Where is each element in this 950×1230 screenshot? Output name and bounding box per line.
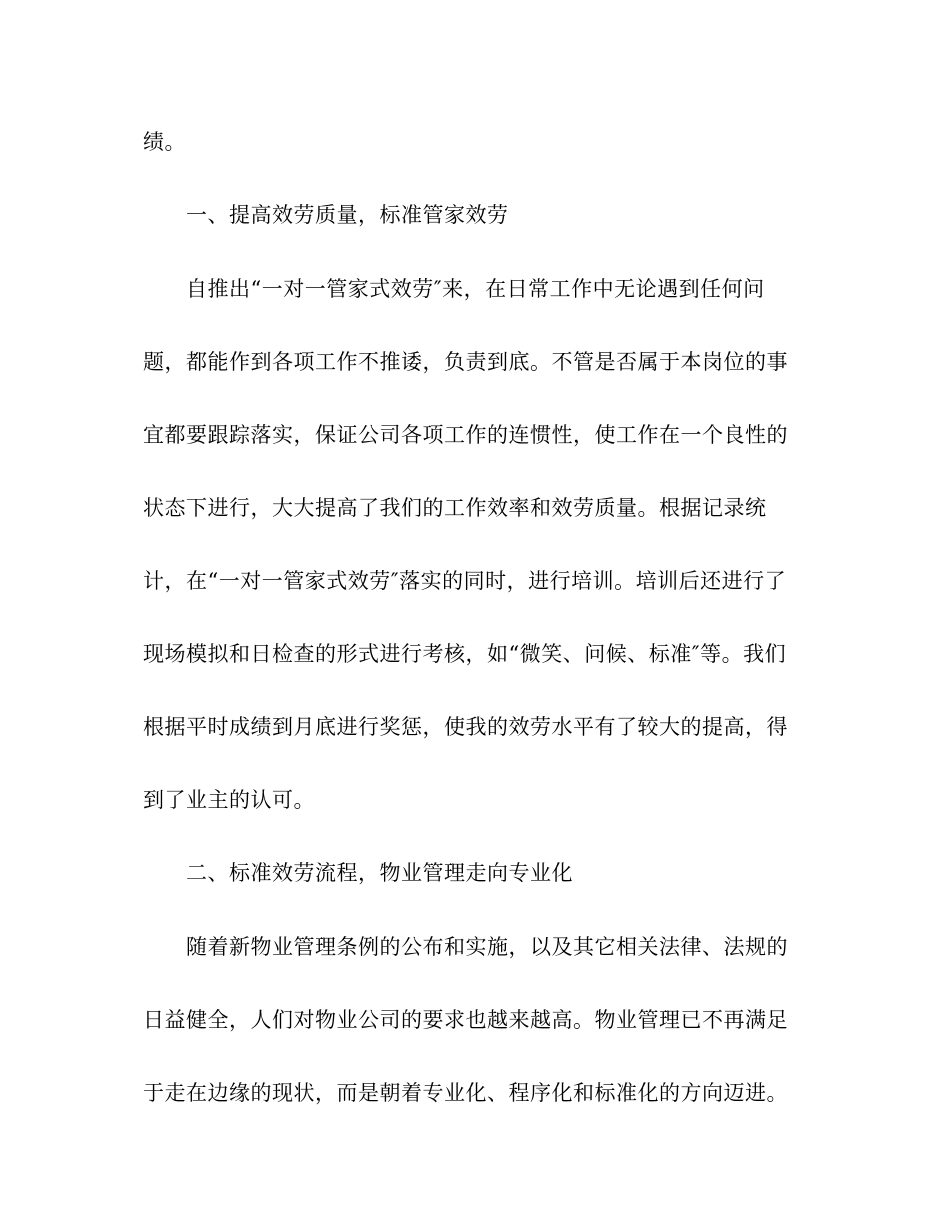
text-line: 现场模拟和日检查的形式进行考核，如“微笑、问候、标准″等。我们 [143, 642, 787, 666]
text-line: 于走在边缘的现状，而是朝着专业化、程序化和标准化的方向迈进。 [143, 1081, 788, 1105]
text-line: 宜都要跟踪落实，保证公司各项工作的连惯性，使工作在一个良性的 [143, 423, 788, 447]
section-heading: 二、标准效劳流程，物业管理走向专业化 [186, 861, 573, 885]
text-line: 绩。 [143, 130, 186, 154]
text-line: 到了业主的认可。 [143, 788, 315, 812]
text-line: 状态下进行，大大提高了我们的工作效率和效劳质量。根据记录统 [143, 496, 767, 520]
text-line: 随着新物业管理条例的公布和实施，以及其它相关法律、法规的 [186, 935, 788, 959]
section-heading: 一、提高效劳质量，标准管家效劳 [186, 203, 509, 227]
text-line: 根据平时成绩到月底进行奖惩，使我的效劳水平有了较大的提高，得 [143, 715, 788, 739]
text-line: 日益健全，人们对物业公司的要求也越来越高。物业管理已不再满足 [143, 1008, 788, 1032]
text-line: 题，都能作到各项工作不推诿，负责到底。不管是否属于本岗位的事 [143, 350, 788, 374]
text-line: 计，在“一对一管家式效劳″落实的同时，进行培训。培训后还进行了 [143, 569, 787, 593]
text-line: 自推出“一对一管家式效劳″来，在日常工作中无论遇到任何问 [186, 277, 765, 301]
